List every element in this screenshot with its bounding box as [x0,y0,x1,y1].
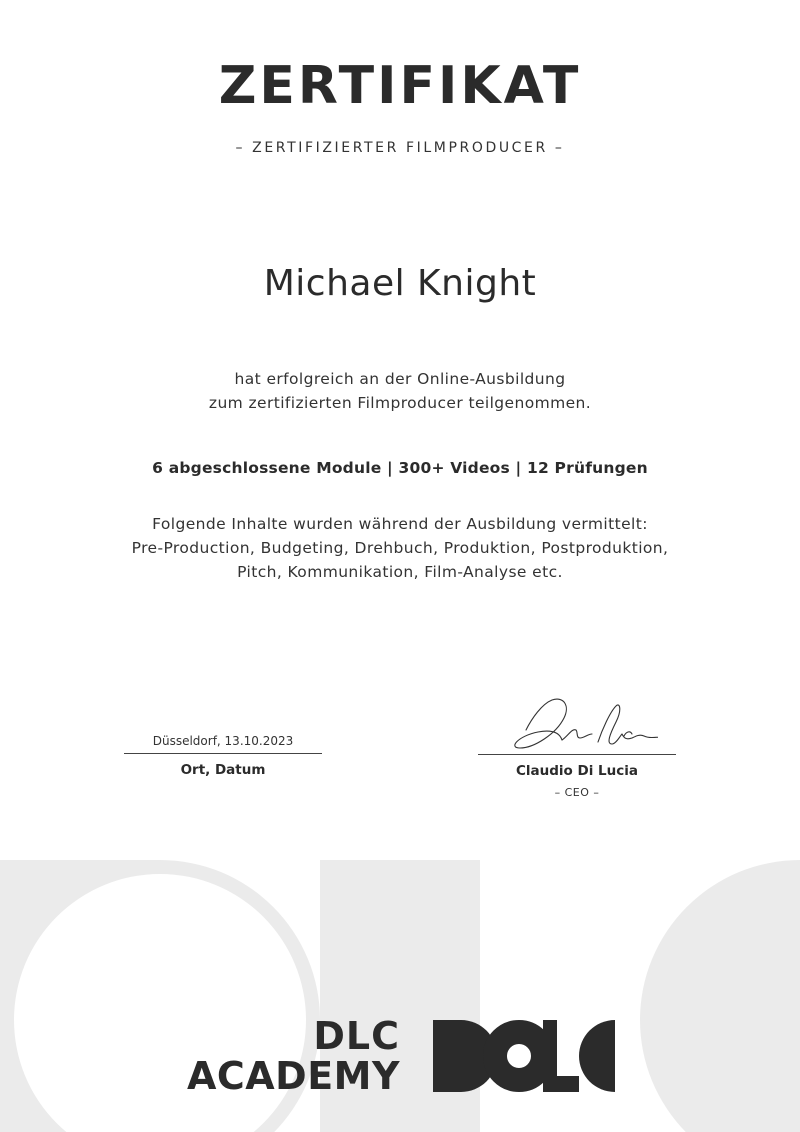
recipient-name: Michael Knight [263,263,537,304]
content-line-3: Pitch, Kommunikation, Film-Analyse etc. [237,563,563,581]
certificate-title: ZERTIFIKAT [218,56,582,116]
course-stats: 6 abgeschlossene Module | 300+ Videos | 12 Prüfungen [152,459,648,477]
handwritten-signature [498,690,658,754]
brand-line-2: ACADEMY [186,1054,400,1098]
intro-line-1: hat erfolgreich an der Online-Ausbildung [234,370,566,388]
footer-shape-circle-right [640,860,800,1132]
footer-decorative-shapes [0,860,800,1132]
intro-text [0,367,800,415]
place-date-label: Ort, Datum [180,762,266,778]
logo-o-shape [495,1032,543,1080]
content-text [0,512,800,584]
content-line-1: Folgende Inhalte wurden während der Ausbildung vermittelt: [152,515,648,533]
brand-wordmark [180,1016,400,1096]
brand-line-1: DLC [313,1014,400,1058]
intro-line-2: zum zertifizierten Filmproducer teilgenommen. [208,394,592,412]
logo-c-shape [579,1020,615,1092]
signatory-role: – CEO – [554,786,600,799]
place-date-value: Düsseldorf, 13.10.2023 [152,734,294,748]
signature-line [478,754,676,755]
signatory-name: Claudio Di Lucia [515,763,638,779]
dlc-logo-icon [433,1020,615,1092]
logo-l-shape [543,1020,579,1092]
content-line-2: Pre-Production, Budgeting, Drehbuch, Produktion, Postproduktion, [131,539,669,557]
certificate-subtitle: – ZERTIFIZIERTER FILMPRODUCER – [235,140,565,156]
place-date-line [124,753,322,754]
